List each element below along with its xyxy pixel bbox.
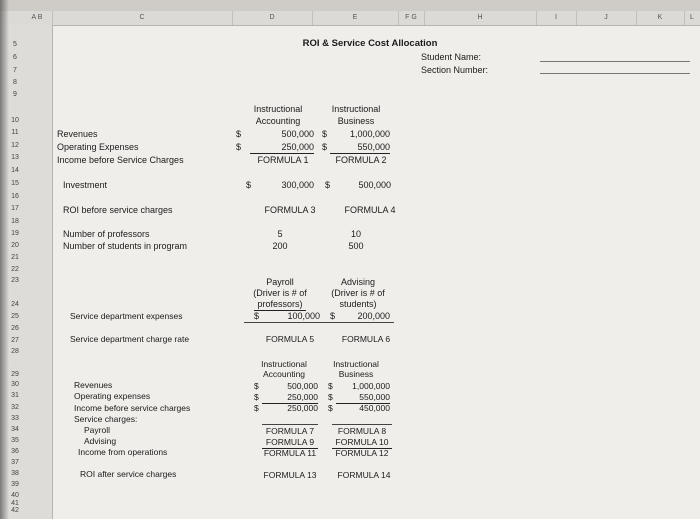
row-header[interactable]: 37 [11, 459, 19, 466]
label3-income-before: Income before service charges [74, 403, 191, 413]
label3-advising: Advising [84, 436, 117, 446]
bus-income-before[interactable]: FORMULA 2 [335, 155, 387, 165]
label3-service-charges: Service charges: [74, 414, 138, 424]
row-header[interactable]: 6 [13, 54, 17, 61]
row-header[interactable]: 17 [11, 205, 19, 212]
row-header[interactable]: 29 [11, 371, 19, 378]
bus3-income-dollar: $ [328, 403, 333, 413]
label-charge-rate: Service department charge rate [70, 334, 190, 344]
row-header[interactable]: 12 [11, 142, 19, 149]
bus3-operating-expenses[interactable]: 550,000 [336, 392, 390, 404]
row-header[interactable]: 22 [11, 266, 19, 273]
bus3-charges-overline [332, 424, 392, 425]
section-number-input-line[interactable] [540, 73, 690, 74]
label-revenues: Revenues [57, 129, 98, 139]
column-header-ab[interactable]: A B [22, 11, 53, 25]
row-header[interactable]: 11 [11, 129, 19, 136]
advising-expense-dollar: $ [330, 311, 336, 321]
column-header-j[interactable]: J [576, 11, 637, 25]
acct3-revenues[interactable]: 500,000 [287, 381, 318, 391]
row-header[interactable]: 41 [11, 500, 19, 507]
row-header[interactable]: 10 [11, 117, 19, 124]
bus-operating-expenses[interactable]: 550,000 [330, 142, 390, 154]
bus3-revenues[interactable]: 1,000,000 [352, 381, 390, 391]
bus-roi-before[interactable]: FORMULA 4 [344, 205, 396, 215]
label-income-before: Income before Service Charges [57, 155, 184, 165]
sheet-title: ROI & Service Cost Allocation [302, 38, 438, 49]
student-name-input-line[interactable] [540, 61, 690, 62]
row-header[interactable]: 23 [11, 277, 19, 284]
acct3-operating-expenses[interactable]: 250,000 [262, 392, 318, 404]
bus-num-professors[interactable]: 10 [350, 229, 361, 239]
row-header[interactable]: 24 [11, 301, 19, 308]
label-service-expenses: Service department expenses [70, 311, 183, 321]
bus3-revenues-dollar: $ [328, 381, 333, 391]
row-header[interactable]: 30 [11, 381, 19, 388]
label-num-students: Number of students in program [63, 241, 188, 251]
row-header[interactable]: 7 [13, 67, 17, 74]
row-header[interactable]: 25 [11, 313, 19, 320]
label3-operating-expenses: Operating expenses [74, 391, 151, 401]
column-header-e[interactable]: E [312, 11, 399, 25]
row-header[interactable]: 40 [11, 492, 19, 499]
column-header-k[interactable]: K [636, 11, 685, 25]
row-header[interactable]: 32 [11, 404, 19, 411]
acct-investment-dollar: $ [246, 180, 252, 190]
row-header[interactable]: 36 [11, 448, 19, 455]
column-header-fg[interactable]: F G [398, 11, 425, 25]
row-header[interactable]: 31 [11, 392, 19, 399]
bus-revenues[interactable]: 1,000,000 [349, 129, 390, 139]
acct3-header-2: Accounting [262, 369, 306, 379]
bus-revenues-dollar: $ [322, 129, 328, 139]
column-header-h[interactable]: H [424, 11, 537, 25]
row-header[interactable]: 27 [11, 337, 19, 344]
payroll-header-3: professors) [254, 299, 306, 311]
label3-revenues: Revenues [74, 380, 113, 390]
acct-header-2: Accounting [255, 116, 301, 126]
bus3-opex-dollar: $ [328, 392, 333, 402]
advising-rate[interactable]: FORMULA 6 [341, 334, 391, 344]
row-header[interactable]: 13 [11, 154, 19, 161]
acct-header-1: Instructional [253, 104, 303, 114]
acct-num-students[interactable]: 200 [272, 241, 288, 251]
row-header[interactable]: 18 [11, 218, 19, 225]
row-header[interactable]: 20 [11, 242, 19, 249]
acct3-opex-dollar: $ [254, 392, 259, 402]
payroll-rate[interactable]: FORMULA 5 [265, 334, 315, 344]
acct-opex-dollar: $ [236, 142, 242, 152]
bus3-header-2: Business [338, 369, 374, 379]
row-header[interactable]: 16 [11, 193, 19, 200]
row-header[interactable]: 9 [13, 91, 17, 98]
bus3-roi-after[interactable]: FORMULA 14 [337, 470, 391, 480]
acct-investment[interactable]: 300,000 [281, 180, 314, 190]
row-header[interactable]: 21 [11, 254, 19, 261]
row-header[interactable]: 28 [11, 348, 19, 355]
payroll-expense-dollar: $ [254, 311, 260, 321]
label-operating-expenses: Operating Expenses [57, 142, 139, 152]
row-header[interactable]: 26 [11, 325, 19, 332]
row-header[interactable]: 15 [11, 180, 19, 187]
payroll-header-1: Payroll [266, 277, 294, 287]
row-header[interactable]: 34 [11, 426, 19, 433]
bus-opex-dollar: $ [322, 142, 328, 152]
section2-underline [244, 322, 394, 323]
row-header[interactable]: 42 [11, 507, 19, 514]
column-header-l[interactable]: L [690, 14, 694, 21]
acct3-payroll[interactable]: FORMULA 7 [265, 426, 315, 436]
row-header[interactable]: 19 [11, 230, 19, 237]
row-header[interactable]: 14 [11, 167, 19, 174]
bus-investment-dollar: $ [325, 180, 331, 190]
acct3-revenues-dollar: $ [254, 381, 259, 391]
acct3-advising[interactable]: FORMULA 9 [262, 437, 318, 449]
bus3-payroll[interactable]: FORMULA 8 [337, 426, 387, 436]
row-header[interactable]: 38 [11, 470, 19, 477]
column-header-bar [0, 11, 700, 26]
bus3-header-1: Instructional [333, 359, 379, 369]
acct-revenues[interactable]: 500,000 [281, 129, 314, 139]
acct-operating-expenses[interactable]: 250,000 [250, 142, 314, 154]
advising-header-1: Advising [340, 277, 376, 287]
acct3-income-dollar: $ [254, 403, 259, 413]
bus-num-students[interactable]: 500 [348, 241, 364, 251]
advising-header-2: (Driver is # of [331, 288, 385, 298]
label-num-professors: Number of professors [63, 229, 150, 239]
payroll-expense[interactable]: 100,000 [287, 311, 320, 321]
bus3-advising[interactable]: FORMULA 10 [332, 437, 392, 449]
acct3-income-before[interactable]: 250,000 [287, 403, 318, 413]
acct3-roi-after[interactable]: FORMULA 13 [263, 470, 317, 480]
bus-header-2: Business [337, 116, 375, 126]
column-header-c[interactable]: C [52, 11, 233, 25]
acct-revenues-dollar: $ [236, 129, 242, 139]
label-investment: Investment [63, 180, 108, 190]
row-header[interactable]: 8 [13, 79, 17, 86]
label3-roi-after: ROI after service charges [80, 469, 177, 479]
acct3-charges-overline [262, 424, 318, 425]
label3-payroll: Payroll [84, 425, 110, 435]
student-name-label: Student Name: [421, 52, 482, 62]
column-header-d[interactable]: D [232, 11, 313, 25]
photo-edge-shadow [0, 0, 9, 519]
acct-num-professors[interactable]: 5 [277, 229, 283, 239]
row-header[interactable]: 35 [11, 437, 19, 444]
row-header[interactable]: 39 [11, 481, 19, 488]
acct3-income-ops[interactable]: FORMULA 11 [263, 448, 317, 458]
acct3-header-1: Instructional [261, 359, 307, 369]
acct-income-before[interactable]: FORMULA 1 [257, 155, 309, 165]
bus3-income-ops[interactable]: FORMULA 12 [335, 448, 389, 458]
bus-header-1: Instructional [331, 104, 381, 114]
advising-header-3: students) [339, 299, 377, 309]
column-header-i[interactable]: I [536, 11, 577, 25]
acct-roi-before[interactable]: FORMULA 3 [264, 205, 316, 215]
bus-investment[interactable]: 500,000 [358, 180, 391, 190]
advising-expense[interactable]: 200,000 [357, 311, 390, 321]
payroll-header-2: (Driver is # of [253, 288, 307, 298]
row-header[interactable]: 33 [11, 415, 19, 422]
label-roi-before: ROI before service charges [63, 205, 173, 215]
section-number-label: Section Number: [421, 65, 489, 75]
bus3-income-before[interactable]: 450,000 [359, 403, 390, 413]
label3-income-ops: Income from operations [78, 447, 168, 457]
row-header[interactable]: 5 [13, 41, 17, 48]
toolbar-strip [0, 0, 700, 11]
